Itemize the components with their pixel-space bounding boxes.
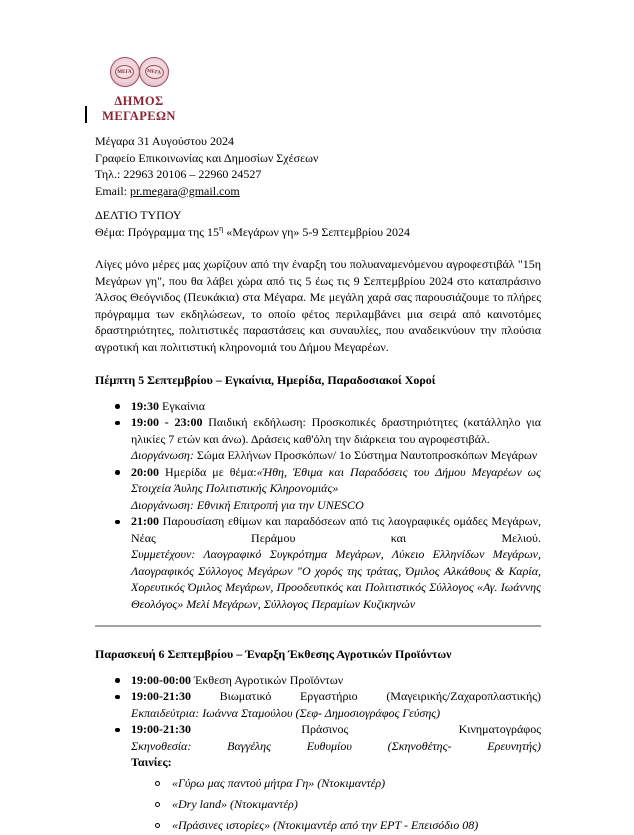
contact-dateline: Μέγαρα 31 Αυγούστου 2024 bbox=[95, 134, 234, 148]
trainer-note: Εκπαιδεύτρια: Ιωάννα Σταμούλου (Σεφ- Δημοσιογράφος Γεύσης) bbox=[131, 705, 441, 720]
subject-line: Θέμα: Πρόγραμμα της $15^\eta$ «Μεγάρων γη» 5-9 Σεπτεμβρίου 2024 bbox=[95, 223, 411, 239]
intro-paragraph: Λίγες μόνο μέρες μας χωρίζουν από την έναρξη του πολυαναμενόμενου αγροφεστιβάλ "15η Μεγάρων γη", που θα λάβει χώρα από τις 5 έως τις 9 Σεπτεμβρίου 2024 στο καταπράσινο Άλσος Θεόγνιδος (Πευκάκια) στα Μέγαρα. Με μεγάλη χαρά σας παρουσιάζουμε το πλήρες πρόγραμμα των εκδηλώσεων, το οποίο φέτος περιλαμβάνει μια σειρά από καινοτόμες δραστηριότητες, πολιτιστικές παραστάσεις και συναυλίες, που αναδεικνύουν την πλούσια αγροτική και πολιτιστική κληρονομιά του Δήμου Μεγαρέων. bbox=[95, 257, 541, 354]
coin-right-icon bbox=[137, 55, 171, 89]
email-label: Email: bbox=[95, 183, 130, 198]
email-link[interactable]: pr.megara@gmail.com bbox=[130, 183, 240, 198]
event-item bbox=[95, 672, 541, 689]
contact-block bbox=[95, 133, 541, 199]
logo-org-line1: ΔΗΜΟΣ bbox=[114, 94, 164, 108]
event-text: 19:00-21:30 Βιωματικό Εργαστήριο (Μαγειρικής/Ζαχαροπλαστικής) bbox=[131, 689, 541, 703]
films-label: Ταινίες: bbox=[131, 755, 172, 769]
event-time: 19:00-00:00 bbox=[131, 672, 191, 687]
film-item: «Γύρω μας παντού μήτρα Γη» (Ντοκιμαντέρ) bbox=[131, 775, 541, 792]
doc-type: ΔΕΛΤΙΟ ΤΥΠΟΥ bbox=[95, 208, 182, 222]
event-time: 19:30 bbox=[131, 398, 159, 413]
coin-left-icon bbox=[110, 57, 140, 87]
event-text: 21:00 Παρουσίαση εθίμων και παραδόσεων από τις λαογραφικές ομάδες Μεγάρων, Νέας Περάμου και Μελιού. bbox=[131, 514, 541, 545]
event-item bbox=[95, 513, 541, 612]
superscript: η bbox=[219, 223, 224, 233]
horizontal-divider bbox=[95, 625, 541, 627]
contact-email-line bbox=[95, 183, 541, 200]
organizer-note: Διοργάνωση: Σώμα Ελλήνων Προσκόπων/ 1ο Σύστημα Ναυτοπροσκόπων Μεγάρων bbox=[131, 448, 538, 462]
coin-right-inscription: ΜΕΓΑ bbox=[143, 64, 164, 81]
event-item bbox=[95, 414, 541, 464]
text-cursor bbox=[85, 106, 87, 123]
event-item bbox=[95, 688, 541, 721]
event-text: 19:30 Εγκαίνια bbox=[131, 398, 206, 413]
event-time: 19:00-21:30 bbox=[131, 722, 191, 736]
section1-list bbox=[95, 398, 541, 613]
event-item bbox=[95, 398, 541, 415]
section2-list bbox=[95, 672, 541, 834]
film-item: «Dry land» (Ντοκιμαντέρ) bbox=[131, 796, 541, 813]
event-text: 19:00-21:30 Πράσινος Κινηματογράφος bbox=[131, 722, 541, 736]
event-item bbox=[95, 721, 541, 834]
event-text: 20:00 Ημερίδα με θέμα:«Ήθη, Έθιμα και Παραδόσεις του Δήμου Μεγαρέων ως Στοιχεία Άυλης Πολιτιστικής Κληρονομιάς» bbox=[131, 464, 541, 495]
section1-heading: Πέμπτη 5 Σεπτεμβρίου – Εγκαίνια, Ημερίδα, Παραδοσιακοί Χοροί bbox=[95, 373, 436, 387]
director-note: Σκηνοθεσία: Βαγγέλης Ευθυμίου (Σκηνοθέτης- Ερευνητής) bbox=[131, 738, 541, 753]
event-time: 21:00 bbox=[131, 514, 159, 528]
film-item: «Πράσινες ιστορίες» (Ντοκιμαντέρ από την ΕΡΤ - Επεισόδιο 08) bbox=[131, 817, 541, 834]
contact-phone: Τηλ.: 22963 20106 – 22960 24527 bbox=[95, 167, 262, 181]
contact-office: Γραφείο Επικοινωνίας και Δημοσίων Σχέσεων bbox=[95, 150, 319, 165]
event-item bbox=[95, 464, 541, 514]
coin-left-inscription: ΜΕΓΑ bbox=[115, 65, 134, 79]
logo-coins bbox=[95, 50, 183, 94]
event-time: 20:00 bbox=[131, 464, 159, 479]
organizer-note: Διοργάνωση: Εθνική Επιτροπή για την UNESCO bbox=[131, 497, 364, 512]
municipality-logo bbox=[95, 50, 183, 124]
section2-heading: Παρασκευή 6 Σεπτεμβρίου – Έναρξη Έκθεσης Αγροτικών Προϊόντων bbox=[95, 647, 452, 661]
logo-org-line2: ΜΕΓΑΡΕΩΝ bbox=[102, 109, 176, 123]
participants-note: Συμμετέχουν: Λαογραφικό Συγκρότημα Μεγάρων, Λύκειο Ελληνίδων Μεγάρων, Λαογραφικός Σύλλογος Μεγάρων "Ο χορός της τράτας, Όμιλος Αλκάθους & Καρία, Χορευτικός Όμιλος Μεγάρων, Προοδευτικός και Πολιτιστικός Σύλλογος «Αγ. Ιωάννης Θεολόγος» Μελί Μεγάρων, Σύλλογος Περαμίων Κυζικηνών bbox=[131, 547, 541, 611]
event-time: 19:00 - 23:00 bbox=[131, 415, 203, 429]
event-text: 19:00 - 23:00 Παιδική εκδήλωση: Προσκοπικές δραστηριότητες (κατάλληλο για ηλικίες 7 ετών και άνω). Δράσεις καθ'όλη την διάρκεια του αγροφεστιβάλ. bbox=[131, 415, 541, 446]
event-text: 19:00-00:00 Έκθεση Αγροτικών Προϊόντων bbox=[131, 672, 344, 687]
document-body bbox=[95, 50, 541, 834]
press-head bbox=[95, 207, 541, 240]
event-time: 19:00-21:30 bbox=[131, 689, 191, 703]
